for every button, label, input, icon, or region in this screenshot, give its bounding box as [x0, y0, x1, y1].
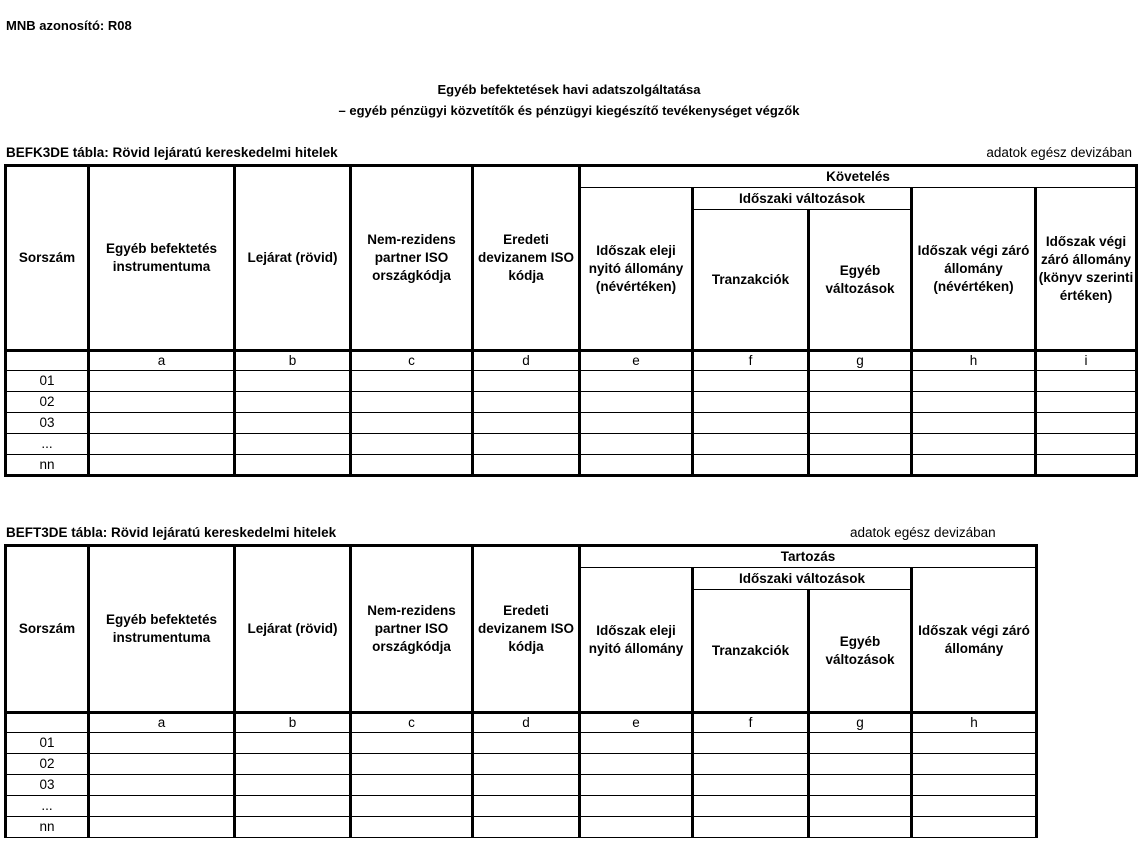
data-cell[interactable]: [1036, 371, 1137, 392]
table-row: [6, 733, 1037, 754]
t1-letter-blank: [6, 351, 89, 371]
row-number: nn: [6, 455, 89, 476]
t2-header-tranzakciok: Tranzakciók: [693, 590, 809, 713]
data-cell[interactable]: [235, 796, 351, 817]
table2-unit: adatok egész devizában: [850, 525, 996, 540]
t2-group-header: Tartozás: [580, 546, 1037, 568]
t2-header-deviza: Eredeti devizanem ISO kódja: [473, 546, 580, 713]
t1-letter-i: i: [1036, 351, 1137, 371]
row-number: 01: [6, 371, 89, 392]
t2-header-lejarat: Lejárat (rövid): [235, 546, 351, 713]
data-cell[interactable]: [1036, 434, 1137, 455]
data-cell[interactable]: [351, 413, 473, 434]
data-cell[interactable]: [693, 796, 809, 817]
row-number: 03: [6, 413, 89, 434]
data-cell[interactable]: [89, 413, 235, 434]
t1-letter-h: h: [912, 351, 1036, 371]
t2-letter-row: [6, 713, 1037, 733]
t1-subgroup-header: Időszaki változások: [693, 188, 912, 210]
document-title: Egyéb befektetések havi adatszolgáltatása: [437, 82, 701, 97]
data-cell[interactable]: [912, 775, 1037, 796]
t2-header-egyeb: Egyéb változások: [809, 590, 912, 713]
data-cell[interactable]: [580, 817, 693, 838]
data-cell[interactable]: [235, 371, 351, 392]
table1-unit: adatok egész devizában: [986, 145, 1132, 160]
t1-header-deviza: Eredeti devizanem ISO kódja: [473, 166, 580, 351]
data-cell[interactable]: [912, 455, 1036, 476]
data-cell[interactable]: [351, 796, 473, 817]
data-cell[interactable]: [351, 775, 473, 796]
data-cell[interactable]: [235, 455, 351, 476]
data-cell[interactable]: [473, 733, 580, 754]
data-cell[interactable]: [473, 434, 580, 455]
data-cell[interactable]: [235, 733, 351, 754]
data-cell[interactable]: [912, 754, 1037, 775]
data-cell[interactable]: [235, 392, 351, 413]
t1-letter-row: [6, 351, 1137, 371]
table-row: [6, 775, 1037, 796]
data-cell[interactable]: [912, 434, 1036, 455]
t2-letter-a: a: [89, 713, 235, 733]
table2: [4, 544, 1038, 838]
data-cell[interactable]: [89, 754, 235, 775]
data-cell[interactable]: [809, 413, 912, 434]
data-cell[interactable]: [580, 733, 693, 754]
data-cell[interactable]: [235, 413, 351, 434]
t1-letter-b: b: [235, 351, 351, 371]
data-cell[interactable]: [809, 817, 912, 838]
t1-letter-e: e: [580, 351, 693, 371]
t2-header-nyito: Időszak eleji nyitó állomány: [580, 568, 693, 713]
t1-header-zaro: Időszak végi záró állomány (névértéken): [912, 188, 1036, 351]
data-cell[interactable]: [693, 817, 809, 838]
data-cell[interactable]: [580, 796, 693, 817]
table-row: [6, 434, 1137, 455]
t1-header-nyito: Időszak eleji nyitó állomány (névértéken): [580, 188, 693, 351]
data-cell[interactable]: [473, 392, 580, 413]
t2-letter-h: h: [912, 713, 1037, 733]
data-cell[interactable]: [235, 754, 351, 775]
data-cell[interactable]: [809, 392, 912, 413]
t1-header-tranzakciok: Tranzakciók: [693, 210, 809, 351]
data-cell[interactable]: [580, 392, 693, 413]
data-cell[interactable]: [912, 796, 1037, 817]
data-cell[interactable]: [351, 392, 473, 413]
data-cell[interactable]: [235, 775, 351, 796]
data-cell[interactable]: [580, 413, 693, 434]
data-cell[interactable]: [351, 817, 473, 838]
data-cell[interactable]: [473, 455, 580, 476]
data-cell[interactable]: [693, 733, 809, 754]
table-row: [6, 392, 1137, 413]
data-cell[interactable]: [693, 392, 809, 413]
data-cell[interactable]: [351, 754, 473, 775]
t1-header-zaro-konyv: Időszak végi záró állomány (könyv szerinti értéken): [1036, 188, 1137, 351]
data-cell[interactable]: [693, 754, 809, 775]
data-cell[interactable]: [89, 392, 235, 413]
t2-letter-g: g: [809, 713, 912, 733]
data-cell[interactable]: [1036, 413, 1137, 434]
t1-header-lejarat: Lejárat (rövid): [235, 166, 351, 351]
t2-header-partner: Nem-rezidens partner ISO országkódja: [351, 546, 473, 713]
t1-header-partner: Nem-rezidens partner ISO országkódja: [351, 166, 473, 351]
table-row: [6, 754, 1037, 775]
data-cell[interactable]: [235, 434, 351, 455]
t2-header-zaro: Időszak végi záró állomány: [912, 568, 1037, 713]
data-cell[interactable]: [89, 733, 235, 754]
data-cell[interactable]: [473, 775, 580, 796]
row-number: ...: [6, 434, 89, 455]
data-cell[interactable]: [912, 817, 1037, 838]
t2-header-instrumentum: Egyéb befektetés instrumentuma: [89, 546, 235, 713]
t2-letter-d: d: [473, 713, 580, 733]
data-cell[interactable]: [89, 775, 235, 796]
t1-header-egyeb: Egyéb változások: [809, 210, 912, 351]
t1-letter-c: c: [351, 351, 473, 371]
data-cell[interactable]: [580, 754, 693, 775]
data-cell[interactable]: [580, 434, 693, 455]
t1-letter-f: f: [693, 351, 809, 371]
data-cell[interactable]: [473, 754, 580, 775]
data-cell[interactable]: [693, 775, 809, 796]
data-cell[interactable]: [693, 434, 809, 455]
t2-letter-c: c: [351, 713, 473, 733]
data-cell[interactable]: [809, 775, 912, 796]
t1-letter-a: a: [89, 351, 235, 371]
table-row: [6, 413, 1137, 434]
data-cell[interactable]: [693, 413, 809, 434]
row-number: 03: [6, 775, 89, 796]
data-cell[interactable]: [912, 733, 1037, 754]
t1-group-header: Követelés: [580, 166, 1137, 188]
data-cell[interactable]: [580, 371, 693, 392]
table2-caption: BEFT3DE tábla: Rövid lejáratú kereskedelmi hitelek: [6, 525, 337, 540]
data-cell[interactable]: [89, 796, 235, 817]
data-cell[interactable]: [809, 434, 912, 455]
t1-header-instrumentum: Egyéb befektetés instrumentuma: [89, 166, 235, 351]
t2-letter-f: f: [693, 713, 809, 733]
table1-caption: BEFK3DE tábla: Rövid lejáratú kereskedelmi hitelek: [6, 145, 338, 160]
data-cell[interactable]: [809, 371, 912, 392]
table-row: [6, 796, 1037, 817]
data-cell[interactable]: [473, 796, 580, 817]
document-subtitle: – egyéb pénzügyi közvetítők és pénzügyi kiegészítő tevékenységet végzők: [338, 103, 800, 118]
data-cell[interactable]: [809, 796, 912, 817]
table-row: [6, 371, 1137, 392]
data-cell[interactable]: [809, 754, 912, 775]
data-cell[interactable]: [89, 434, 235, 455]
data-cell[interactable]: [809, 733, 912, 754]
table-row: [6, 817, 1037, 838]
row-number: ...: [6, 796, 89, 817]
t2-letter-e: e: [580, 713, 693, 733]
row-number: 01: [6, 733, 89, 754]
t1-letter-g: g: [809, 351, 912, 371]
data-cell[interactable]: [351, 434, 473, 455]
data-cell[interactable]: [809, 455, 912, 476]
table1: [4, 164, 1138, 477]
mnb-identifier: MNB azonosító: R08: [6, 18, 132, 33]
t2-subgroup-header: Időszaki változások: [693, 568, 912, 590]
data-cell[interactable]: [1036, 455, 1137, 476]
data-cell[interactable]: [912, 413, 1036, 434]
t1-header-sorszam: Sorszám: [6, 166, 89, 351]
data-cell[interactable]: [473, 371, 580, 392]
data-cell[interactable]: [693, 455, 809, 476]
table-row: [6, 455, 1137, 476]
t1-letter-d: d: [473, 351, 580, 371]
row-number: nn: [6, 817, 89, 838]
data-cell[interactable]: [912, 371, 1036, 392]
data-cell[interactable]: [580, 775, 693, 796]
row-number: 02: [6, 392, 89, 413]
data-cell[interactable]: [1036, 392, 1137, 413]
data-cell[interactable]: [89, 817, 235, 838]
row-number: 02: [6, 754, 89, 775]
data-cell[interactable]: [351, 733, 473, 754]
data-cell[interactable]: [693, 371, 809, 392]
t2-header-sorszam: Sorszám: [6, 546, 89, 713]
data-cell[interactable]: [912, 392, 1036, 413]
data-cell[interactable]: [235, 817, 351, 838]
data-cell[interactable]: [473, 413, 580, 434]
data-cell[interactable]: [351, 371, 473, 392]
t2-letter-blank: [6, 713, 89, 733]
data-cell[interactable]: [473, 817, 580, 838]
t2-letter-b: b: [235, 713, 351, 733]
data-cell[interactable]: [351, 455, 473, 476]
data-cell[interactable]: [580, 455, 693, 476]
data-cell[interactable]: [89, 371, 235, 392]
data-cell[interactable]: [89, 455, 235, 476]
